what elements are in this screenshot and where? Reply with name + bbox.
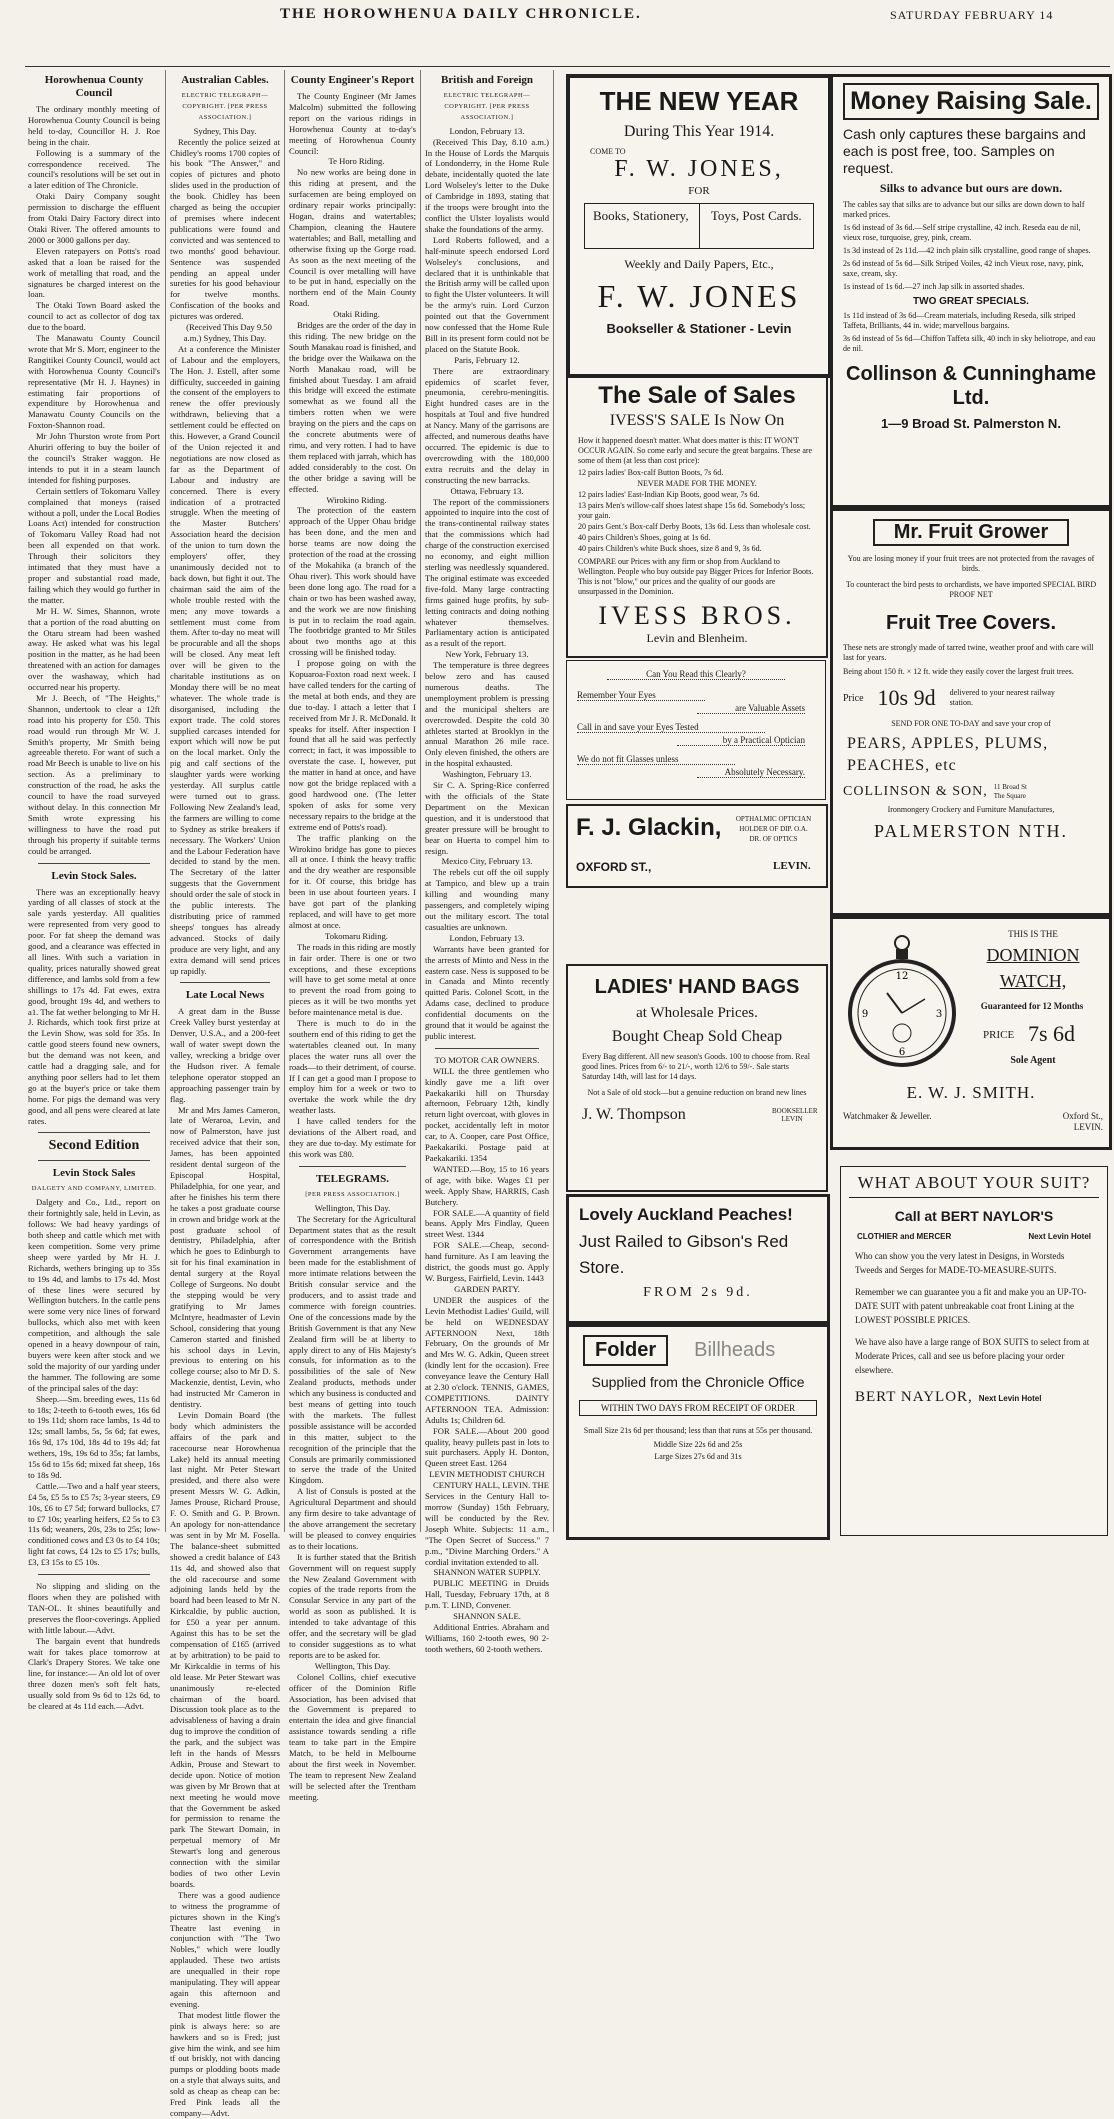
credential-line: OPTHALMIC OPTICIAN — [735, 815, 812, 823]
advert-headline: Money Raising Sale. — [843, 83, 1099, 120]
dateline: (Received This Day 9.50 a.m.) Sydney, This Day. — [183, 322, 272, 343]
article-paragraph: Recently the police seized at Chidley's rooms 1700 copies of his book "The Answer," and copies of pictures and photo slides used in the production of the book. Chidley has been charged as being the occupier of premises where indecent publications were found and convicted and was sentenced to two months' good behaviour. Sentence was suspended pending an appeal under sureties for his good behaviour for twelve months. Confiscation of the books and pictures was ordered. — [170, 136, 280, 322]
advert-hand-bags — [566, 964, 828, 1192]
article-paragraph: The County Engineer (Mr James Malcolm) submitted the following report on the various ridings in Horowhenua County at to-day's meeting of Horowhenua County Council: — [289, 91, 416, 156]
price-line: 12 pairs ladies' East-Indian Kip Boots, good wear, 7s 6d. — [578, 490, 760, 499]
price-line: 1s 11d instead of 3s 6d—Cream materials, including Reseda, silk striped Taffeta, Brilliants, 44 in. wide; marvellous bargains. — [843, 311, 1076, 330]
firm-row — [843, 783, 1099, 801]
article-paragraph: There are extraordinary epidemics of scarlet fever, pneumonia, cerebro-meningitis. Eight hundred cases are in the hospitals at Toul and five hundred at Nancy. Many of the garrisons are affected, and numerous deaths have occurred. The epidemic is due to overcrowding with the 180,000 extra recruits and the delay in constructing the new barracks. — [425, 365, 549, 485]
article-paragraph: Sheep.—Sm. breeding ewes, 11s 6d to 18s; 2-teeth to 6-tooth ewes, 16s 6d to 19s 11d; shorn race lambs, 1s 4d to 12s; small lambs, 5s, 5s 6d; fat ewes, 16s 9d, 17s 10d, 18s 4d to 19s 4d; fat wethers, 19s, 19s 6d to 35s; fat lambs, 15s 6d to 15s 6d; mixed fat sheep, 16s to 18s 9d. — [28, 1393, 160, 1480]
advert-text: The cables say that silks are to advance but our silks are down down to half marked prices. — [843, 200, 1085, 219]
advert-text: We have also have a large range of BOX SUITS to select from at Moderate Prices, call and see us before placing your order elsewhere. — [855, 1337, 1090, 1375]
article-paragraph: The roads in this riding are mostly in fair order. There is one or two exceptions, and these exceptions will have to get some metal at once to prevent the road from going to pieces as it will be two months yet before maintenance metal is due. — [289, 941, 416, 1018]
advert-text: Can You Read this Clearly? — [607, 669, 785, 680]
credential-line: HOLDER OF DIP. O.A. — [739, 825, 808, 833]
article-paragraph: Colonel Collins, chief executive officer of the Dominion Rifle Association, has been advised that the Government is prepared to entertain the idea and give financial assistance towards sending a rifle team to take part in the Empire Match, to be held in Melbourne about the first week in November. The team to represent New Zealand will be selected after the Trentham meeting. — [289, 1671, 416, 1802]
price-row — [843, 685, 1099, 711]
advert-headline: THE NEW YEAR — [599, 86, 799, 116]
advert-town: LEVIN. — [773, 860, 811, 872]
classified-ad: FOR SALE.—A quantity of field beans. Apply Mrs Findlay, Queen street West. 1344 — [425, 1207, 549, 1240]
classified-ad: FOR SALE.—About 200 good quality, heavy pullets past in lots to suit purchasers. Apply H. Donton, Queen street East. 1264 — [425, 1425, 549, 1469]
price-line: 1s 3d instead of 2s 11d.—42 inch plain silk crystalline, good range of shapes. — [843, 246, 1091, 255]
dateline: Sydney, This Day. — [193, 125, 257, 136]
advert-address: Oxford St., LEVIN. — [1062, 1111, 1103, 1132]
classified-ad: WANTED.—Boy, 15 to 16 years of age, with bike. Wages £1 per week. Apply Shaw, HARRIS, Cash Butchery. — [425, 1163, 549, 1207]
advert-text: WITHIN TWO DAYS FROM RECEIPT OF ORDER — [579, 1400, 817, 1416]
trade-row — [857, 1232, 1091, 1241]
advert-headline: WHAT ABOUT YOUR SUIT? — [849, 1173, 1099, 1198]
advert-address: Watchmaker & Jeweller. — [843, 1111, 932, 1121]
svg-text:6: 6 — [898, 1047, 906, 1058]
article-paragraph: The Secretary for the Agricultural Department states that as the result of correspondence with the British Government arrangements have been made for the establishment of more intimate relations between the British consular service and the producers, and to assist trade and commerce with foreign countries. One of the concessions made by the British Government is that any New Zealand firm will be at liberty to apply direct to any of His Majesty's consuls, for information as to the possibilities of the sale of New Zealand products, methods under which any business is conducted and best means of getting into touch with the markets. The fullest possible assistance will be accorded in this matter, subject to the recognition of the principle that the Consuls are primarily commissioned to serve the trade of the United Kingdom. — [289, 1213, 416, 1486]
classified-ad: PUBLIC MEETING in Druids Hall, Tuesday, February 17th, at 8 p.m. T. LIND, Convener. — [425, 1578, 549, 1611]
price-label: Price — [843, 692, 864, 704]
price-line: 20 pairs Gent.'s Box-calf Derby Boots, 13s 6d. Less than wholesale cost. — [578, 522, 811, 531]
advert-name: F. W. JONES — [597, 278, 801, 314]
article-paragraph: Eleven ratepayers on Potts's road asked that a loan be raised for the work of metalling that road, and the signatures be charged interest on the loan. — [28, 245, 160, 300]
pocket-watch-icon — [847, 933, 957, 1083]
advert-text: by a Practical Optician — [677, 735, 805, 746]
price-note: delivered to your nearest railway station. — [949, 688, 1055, 707]
advert-text: Ironmongery Crockery and Furniture Manufactures, — [887, 805, 1055, 814]
advert-name: BERT NAYLOR, — [855, 1389, 973, 1405]
price-line: 1s instead of 1s 6d.—27 inch Jap silk in assorted shades. — [843, 282, 1025, 291]
advert-subheadline: IVESS'S SALE Is Now On — [609, 412, 785, 429]
products-box — [584, 203, 814, 249]
price-line: 12 pairs ladies' Box-calf Button Boots, 7s 6d. — [578, 468, 724, 477]
advert-headline: Folder — [583, 1335, 668, 1366]
advert-paragraph: That modest little flower the pink is always here: so are hawkers and so is Fred; just give him the wink, and see him tf out briskly, not with dancing pumps or plodding boots made on a style that always suits, and sold as cheap as cheap can be: Fred Pink leads all the company—Advt. — [170, 2009, 280, 2118]
section-label: Te Horo Riding. — [328, 156, 385, 167]
article-subheading: ELECTRIC TELEGRAPH—COPYRIGHT. [PER PRESS ASSOCIATION.] — [443, 92, 531, 121]
address-line: The Square — [993, 792, 1026, 800]
classified-heading: TO MOTOR CAR OWNERS. — [434, 1054, 540, 1065]
article-paragraph: There was a good audience to witness the programme of pictures shown in the King's Theatre last evening in conjunction with "The Two Nobles," which were loudly applauded. These two artists are unequalled in their rope manipulating. They will appear again this afternoon and evening. — [170, 1889, 280, 2009]
advert-eye-test — [566, 660, 826, 800]
advert-price: FROM 2s 9d. — [643, 1285, 753, 1300]
article-paragraph: A list of Consuls is posted at the Agricultural Department and should any firm desire to take advantage of the above arrangement the secretary will be pleased to convey enquiries as to their locations. — [289, 1486, 416, 1551]
advert-folder-billheads — [566, 1324, 830, 1540]
classified-heading: SHANNON SALE. — [453, 1611, 521, 1622]
advert-subheadline: Fruit Tree Covers. — [885, 612, 1057, 634]
advert-name: J. W. Thompson — [582, 1106, 686, 1123]
advert-text: are Valuable Assets — [697, 703, 805, 714]
advert-subheadline: Guaranteed for 12 Months — [980, 1001, 1084, 1011]
advert-text: Absolutely Necessary. — [697, 767, 805, 778]
column-rule — [553, 70, 554, 1532]
article-paragraph: No new works are being done in this riding at present, and the surfacemen are being employed on ordinary repair works principally: Hogan, drains and watertables; Champion, cleaning the Hautere watertables; and Ball, metalling and otherwise fixing up the Gorge road. As soon as the next meeting of the Council is over metalling will have to be put in hand, especially on the northern end of the Main County Road. — [289, 167, 416, 309]
price-line: Small Size 21s 6d per thousand; less than that runs at 55s per thousand. — [583, 1426, 813, 1435]
advert-text: THIS IS THE — [1008, 929, 1058, 939]
advert-new-year — [566, 74, 832, 378]
advert-headline: Lovely Auckland Peaches! — [579, 1205, 793, 1224]
divider — [38, 1574, 150, 1575]
dateline: Wellington, This Day. — [314, 1202, 391, 1213]
advert-headline: Billheads — [694, 1339, 776, 1361]
advert-subheadline: at Wholesale Prices. — [636, 1005, 758, 1021]
advert-subheadline: Call at BERT NAYLOR'S — [894, 1208, 1054, 1224]
section-label: Wirokino Riding. — [326, 494, 387, 505]
article-paragraph: Warrants have been granted for the arrests of Minto and Ness in the eastern case. Ness is supposed to be in Canada and Minto recently quitted Paris. Colonel Scott, in the Adams case, declined to produce confidential documents on the ground that it would be against the public interest. — [425, 943, 549, 1041]
advert-paragraph: The bargain event that hundreds wait for takes place tomorrow at Clark's Drapery Stores. We take one line, for instance:— An old lot of over three dozen men's soft felt hats, usually sold from 9s 6d to 12s 6d, to be cleared at 4s 11d each.—Advt. — [28, 1635, 160, 1712]
advert-name: COLLINSON & SON, — [843, 784, 988, 799]
advert-text: Sole Agent — [1010, 1055, 1056, 1066]
dateline: London, February 13. — [449, 932, 525, 943]
advert-dominion-watch — [830, 916, 1112, 1150]
article-paragraph: Sir C. A. Spring-Rice conferred with the officials of the State Department on the Mexican question, and it is understood that greater pressure will be brought to bear on Huerta to compel him to resign. — [425, 780, 549, 856]
advert-footer: Levin and Blenheim. — [646, 631, 748, 645]
advert-bert-naylor-suits — [840, 1166, 1108, 1536]
article-paragraph: The Manawatu County Council wrote that Mr S. Morr, engineer to the Rangitikei County Council, would act with Horowhenua County Council's representative (Mr H. J. Haynes) in estimating fair proportions of expenditure by Horowhenua and Manawatu County Councils on the Foxton-Shannon road. — [28, 333, 160, 431]
advert-subheadline: Supplied from the Chronicle Office — [591, 1374, 805, 1390]
article-heading: Australian Cables. — [181, 74, 269, 86]
article-paragraph: I have called tenders for the deviations of the Albert road, and they are due to-day. My estimate for this work was £80. — [289, 1116, 416, 1159]
article-paragraph: Certain settlers of Tokomaru Valley complained that moneys (raised without a poll, under the Local Bodies Loans Act) intended for construction of Tokomaru Valley Road had not been all expended on that work. Through their solicitors they intimated that they must have a proper and substantial road made, failing which they would go further in the matter. — [28, 485, 160, 605]
advert-text: To counteract the bird pests to orchardists, we have imported SPECIAL BIRD PROOF NET — [845, 580, 1097, 599]
advert-glackin — [566, 804, 828, 888]
article-heading: County Engineer's Report — [290, 74, 415, 86]
issue-date: SATURDAY FEBRUARY 14 — [890, 8, 1054, 22]
masthead — [280, 6, 1100, 32]
firm-row — [582, 1106, 818, 1124]
classified-heading: GARDEN PARTY. — [454, 1283, 520, 1294]
masthead-rule — [25, 66, 1110, 67]
article-paragraph: The temperature is three degrees below zero and has caused numerous deaths. The unemployment problem is pressing and the municipal shelters are overcrowded. Despite the cold 30 athletes started at Brooklyn in the annual Marathon 26 mile race. Only eleven finished, the others are in the hospital exhausted. — [425, 660, 549, 769]
advert-headline: DOMINION — [986, 945, 1080, 965]
price-value: 7s 6d — [1028, 1021, 1076, 1046]
price-label: PRICE — [983, 1029, 1015, 1041]
classified-ad: Additional Entries. Abraham and Williams, 160 2-tooth ewes, 90 2-tooth wethers, 60 2-tooth wethers. — [425, 1621, 549, 1654]
price-line: Middle Size 22s 6d and 25s — [653, 1440, 743, 1449]
classified-heading: LEVIN METHODIST CHURCH — [429, 1469, 545, 1480]
section-label: Otaki Riding. — [333, 309, 380, 320]
column-4 — [425, 72, 549, 1654]
article-paragraph: It is further stated that the British Government will on request supply the New Zealand Government with copies of the trade reports from the Consular Service in any part of the world as soon as published. It is intended to take advantage of this offer, and the secretary will be glad to consider suggestions as to what reports are to be asked for. — [289, 1551, 416, 1660]
price-line: NEVER MADE FOR THE MONEY. — [637, 479, 757, 488]
article-subheading: [PER PRESS ASSOCIATION.] — [305, 1190, 400, 1198]
advert-text: FOR — [688, 185, 710, 197]
dateline: Wellington, This Day. — [314, 1660, 391, 1671]
advert-name: E. W. J. SMITH. — [906, 1083, 1036, 1102]
article-paragraph: Mr H. W. Simes, Shannon, wrote that a portion of the road abutting on the Otaru stream had been washed away. He asked what was his legal position in the matter, as he had been threatened with an action for damages over the washaway, which had occurred near his property. — [28, 605, 160, 693]
advert-text: Remember Your Eyes — [577, 690, 705, 701]
advert-text: Call in and save your Eyes Tested — [577, 722, 765, 733]
advert-lead: Cash only captures these bargains and each is post free, too. Samples on request. — [843, 126, 1086, 176]
advert-text: Remember we can guarantee you a fit and make you an UP-TO-DATE SUIT with patent unbreakable coat front Lining at the LOWEST POSSIBLE PRICES. — [855, 1287, 1087, 1325]
advert-subheadline: Silks to advance but ours are down. — [879, 181, 1063, 195]
article-paragraph: I propose going on with the Kopuaroa-Foxton road next week. I have called tenders for the carting of the metal at both ends, and they are due to-day. I attach a letter that I received from Mr J. R. McDonald. It speaks for itself. After inspection I found that all he said was perfectly correct; in fact, it was impossible to overstate the case. I, however, put the matter in hand at once, and have now got the bridge replaced with a good hardwood one. (The letter spoken of asks for some very necessary repairs to the bridge at the extreme end of Potts's road). — [289, 658, 416, 832]
article-paragraph: Mr John Thurston wrote from Port Ahuriri offering to buy the boiler of the council's Straker waggon. He intends to put it in a steam launch intended for fishing purposes. — [28, 431, 160, 485]
classified-heading: SHANNON WATER SUPPLY. — [433, 1567, 541, 1578]
article-paragraph: There was an exceptionally heavy yarding of all classes of stock at the sale yards yesterday. All qualities were represented from very good to poor. For fat sheep the demand was good, and a clearance was effected in all lines. With such a variation in quality, prices naturally showed great difference, and lambs sold from a few shillings to 17s 4d. Fat ewes, extra good, brought 19s 4d, and wethers to a1. The fat wether belonging to Mr H. J. Richards, which took first prize at the Levin Show, was sold for 35s. In cattle good steers found new owners, but the demand was not keen, and cattle had a dragging sale, and for anything poor sellers had to let them go at the buyer's price or take them home. For pigs the demand was very good, and all pens were cleared at late rates. — [28, 886, 160, 1126]
advert-text: Weekly and Daily Papers, Etc., — [624, 257, 774, 271]
article-paragraph: Mr and Mrs James Cameron, late of Weraroa, Levin, and now of Palmerston, have just received advice that their son, James, has been appointed resident dental surgeon of the Episcopal Hospital, Philadelphia, for one year, and after he finishes his term there he takes a post graduate course in crown and bridge work at the post graduate school of dentistry, Philadelphia, after which he goes to Edinburgh to sit for his final examination in dental surgery at the Royal College of Surgeons. No doubt the stepping would be very gratifying to Mr James McIntyre, headmaster of Levin School, considering that young Cameron started and finished his school days in Levin, previous to entering on his college course; also to Mr D. S. Mackenzie, dentist, Levin, who had instructed Mr Cameron in dentistry. — [170, 1104, 280, 1410]
footer-row — [855, 1389, 1093, 1406]
price-value: 10s 9d — [877, 685, 936, 710]
optician-credentials — [726, 814, 821, 844]
classified-ad: CENTURY HALL, LEVIN. THE Services in the Century Hall to-morrow (Sunday) 15th February, will be conducted by the Rev. Joseph White. Subjects: 11 a.m., "The Open Secret of Success." 7 p.m., "Divine Marching Orders." A cordial invitation extended to all. — [425, 1480, 549, 1567]
article-heading: Late Local News — [185, 989, 265, 1002]
article-paragraph: The Otaki Town Board asked the council to act as collector of dog tax due to the board. — [28, 300, 160, 333]
dateline: New York, February 13. — [445, 649, 529, 660]
advert-text: Every Bag different. All new season's Goods. 100 to choose from. Real good lines. Prices from 6/- to 21/-, worth 12/6 to 59/-. Sale starts Saturday 14th, will last for 14 days. — [582, 1052, 810, 1081]
article-heading: Horowhenua County Council — [44, 74, 144, 99]
column-rule — [420, 70, 421, 1532]
column-3 — [289, 72, 416, 1802]
advert-auckland-peaches — [566, 1194, 830, 1324]
article-paragraph: Cattle.—Two and a half year steers, £4 5s, £5 5s to £5 7s; 3-year steers, £9 10s, £6 to £7 5d; forward bullocks, £7 to £7 10s; yearling heifers, £2 5s to £3 11s 6d; weaners, 20s, 23s to 25s; low-conditioned cows and £3 0s to £4 10s; light fat cows, £4 12s to £5 17s; bulls, £3, £3 15s to £5 10s. — [28, 1480, 160, 1568]
classified-ad: WILL the three gentlemen who kindly gave me a lift over Paekakariki hill on Thursday afternoon, February 12th, kindly return light overcoat, with gloves in pocket, accidentally left in motor car, to A. Cooper, care Post Office, Paekakariki. Postage paid at Paekakariki. 1354 — [425, 1065, 549, 1163]
advert-text: Not a Sale of old stock—but a genuine reduction on brand new lines — [587, 1088, 807, 1097]
article-paragraph: The rebels cut off the oil supply at Tampico, and blew up a train killing and wounding many passengers, and completely wiping out the military escort. The total casualties are unknown. — [425, 867, 549, 932]
dateline: Ottawa, February 13. — [450, 485, 524, 496]
article-paragraph: There is much to do in the southern end of this riding to get the watertables cleaned out. In many places the water runs all over the roads—to their detriment, of course. If I can get a good man I propose to employ him for a week or two to overtake the work while the dry weather lasts. — [289, 1018, 416, 1116]
svg-text:12: 12 — [895, 971, 909, 982]
advert-text: You are losing money if your fruit trees are not protected from the ravages of birds. — [847, 554, 1095, 573]
article-paragraph: Levin Domain Board (the body which administers the affairs of the park and racecourse near Horowhenua Lake) held its annual meeting last night. Mr Peter Stewart presided, and there also were present Messrs W. G. Adkin, James Prouse, Richard Prouse, F. O. Smith and G. P. Brown. An apology for non-attendance was sent in by Mr M. Fosella. The balance-sheet submitted showed a credit balance of £43 11s 4d, and showed also that the old racecourse and some adjoining lands held by the board had been leased to Mr N. Kirkcaldie, by public auction, for £50 a year per annum. Against this has to be set the compensation of £165 (arrived at by arbitration) to be paid to Mr Kirkcaldie in terms of his old lease. Mr Peter Stewart was unanimously re-elected chairman of the board. Discussion took place as to the advisableness of having a drain dug to improve the condition of the park, and the subject was left in the hands of Messrs Adkin, Prouse and Stewart to decide upon. Notice of motion was given by Mr Brown that at next meeting he would move that the Government be asked for permission to rename the park The Stewart Domain, in perpetual memory of Mr Stewart's long and generous connection with the similar bodies of two other Levin boards. — [170, 1409, 280, 1889]
classified-ad: FOR SALE.—Cheap, second-hand furniture. As I am leaving the district, the goods must go. Apply W. Burgess, Fairfield, Levin. 1443 — [425, 1240, 549, 1283]
article-subheading: DALGETY AND COMPANY, LIMITED. — [31, 1185, 157, 1193]
classified-ad: UNDER the auspices of the Levin Methodist Ladies' Guild, will be held on WEDNESDAY AFTERNOON Next, 18th February, On the grounds of Mr and Mrs W. G. Adkin, Queen street (kindly lent for the occasion). Free conveyance leave the Century Hall at 2.30 o'clock. TENNIS, GAMES, COMPETITIONS. DAINTY AFTERNOON TEA. Admission: Adults 1s; Children 6d. — [425, 1294, 549, 1425]
divider — [38, 1132, 150, 1133]
advert-text: COMPARE our Prices with any firm or shop from Auckland to Wellington. People who buy outside pay Bigger Prices for Inferior Boots. This is not "blow," our prices and the quality of our goods are unsurpassed in the Dominion. — [578, 557, 814, 596]
article-heading: TELEGRAMS. — [315, 1172, 390, 1185]
article-paragraph: Otaki Dairy Company sought permission to discharge the effluent from Otaki Dairy Factory direct into Otaki River. The offered amounts to 2000 or 3000 gallons per day. — [28, 191, 160, 245]
credential-line: DR. OF OPTICS — [749, 835, 798, 843]
svg-text:3: 3 — [935, 1009, 943, 1020]
edition-heading: Second Edition — [48, 1138, 140, 1154]
price-line: 40 pairs Children's white Buck shoes, size 8 and 9, 3s 6d. — [578, 544, 762, 553]
advert-subheadline: Bought Cheap Sold Cheap — [611, 1028, 783, 1045]
advert-text: We do not fit Glasses unless — [577, 754, 735, 765]
article-paragraph: The traffic planking on the Wirokino bridge has gone to pieces all at once. I think the heavy traffic and the dry weather are responsible for it. Of course, this bridge has been in use about fourteen years. I have got part of the planking replaced, and will have to get more almost at once. — [289, 832, 416, 930]
advert-headline: The Sale of Sales — [598, 382, 796, 409]
divider — [38, 863, 150, 864]
advert-headline: Mr. Fruit Grower — [873, 519, 1069, 546]
advert-name: F. J. Glackin, — [576, 814, 722, 841]
price-line: 2s 6d instead of 5s 6d—Silk Striped Voiles, 42 inch Vieux rose, navy, pink, saxe, cream, sky. — [843, 259, 1084, 278]
advert-name: IVESS BROS. — [598, 601, 796, 630]
price-line: Large Sizes 27s 6d and 31s — [654, 1452, 742, 1461]
article-paragraph: At a conference the Minister of Labour and the employers, The Hon. J. Estell, after some difficulty, succeeded in gaining the consent of the employers to renew the offer previously withdrawn, believing that a settlement could be effected on this. However, a Grand Council of the Union rejected it and negotiations are now closed as far as the Department of Labour and industry are concerned. There is every indication of a protracted struggle. When the meeting of the Master Butchers' Association heard the decision of the union to turn down the employers' offer, they unanimously decided not to back down, but fight it out. The chairman said the aim of the whole trouble rested with the men; any move towards a settlement must come from them. After to-day no meat will be procurable and all the shops will be closed. Any meat left over will be given to the charitable institutions as on Monday there will be no meat whatever. The whole trade is disorganised, including the export trade. The cold stores supplied carcases intended for export which will now be put on the local market. Only the pig and calf sections of the slaughter yards were working yesterday. All surplus cattle were turned out to grass. Following New Zealand's lead, the farmers are willing to come to Sydney as strike breakers if necessary. The Workers' Union and the Labour Federation have decided to stand by the men. The Secretary of the latter suggests that the Government should order the sale of stock in the public interests. The distributing price of rammed sheeps' tongues has already advanced. Stocks of daily produce are very light, and any extra demand will send prices up rapidly. — [170, 343, 280, 976]
article-paragraph: The ordinary monthly meeting of Horowhenua County Council is being held to-day, Councillor H. J. Roe being in the chair. — [28, 104, 160, 147]
headline-row — [583, 1335, 813, 1366]
divider — [38, 1160, 150, 1161]
advert-money-raising-sale — [830, 74, 1112, 508]
advert-text: SEND FOR ONE TO-DAY and save your crop of — [891, 719, 1051, 728]
advert-headline: WATCH, — [999, 971, 1067, 991]
price-line: 1s 6d instead of 3s 6d.—Self stripe crystalline, 42 inch. Reseda eau de nil, vieux rose, turquoise, grey, pink, cream. — [843, 223, 1081, 242]
article-heading: Levin Stock Sales. — [51, 869, 137, 882]
price-line: 13 pairs Men's willow-calf shoes latest shape 15s 6d. Somebody's loss; your gain. — [578, 501, 806, 520]
article-paragraph: Lord Roberts followed, and a half-minute speech endorsed Lord Wolseley's conclusions, and declared that it is unthinkable that the British army will be called upon to fight the Ulster volunteers. It will be the army's ruin. Lord Curzon pointed out that the Government now confessed that the Home Rule Bill in its present form could not be placed on the Statute Book. — [425, 234, 549, 354]
advert-footer: PALMERSTON NTH. — [873, 821, 1069, 841]
column-1 — [28, 72, 160, 1712]
advert-paragraph: No slipping and sliding on the floors when they are polished with TAN-OL. It shines beautifully and preserves the floor-coverings. Applied with little labour.—Advt. — [28, 1581, 160, 1635]
dateline: Paris, February 12. — [454, 354, 520, 365]
address-line: 11 Broad St — [993, 783, 1027, 791]
products-right: Toys, Post Cards. — [710, 208, 802, 223]
newspaper-title: THE HOROWHENUA DAILY CHRONICLE. — [280, 6, 642, 22]
article-paragraph: Following is a summary of the correspondence received. The council's resolutions will be set out in a later edition of The Chronicle. — [28, 147, 160, 191]
article-paragraph: Dalgety and Co., Ltd., report on their fortnightly sale, held in Levin, as follows: We had heavy yardings of both sheep and cattle which met with keen competition. Some very prime sheep were yarded by Mr H. J. Richards, wethers bringing up to 35s to 19s 4d, and lambs to 17s 4d. Most of these lines were secured by Wellington butchers. In the cattle pens were some very nice lines of forward bullocks, which also met with keen competition, and although the sale opened in a heavy downpour of rain, buyers were keen after stock and we sold the majority of our yarding under the hammer. The following are some of the principal sales of the day: — [28, 1197, 160, 1393]
article-heading: British and Foreign — [440, 74, 534, 86]
price-line: 40 pairs Children's Shoes, going at 1s 6d. — [578, 533, 711, 542]
article-paragraph: The protection of the eastern approach of the Upper Ohau bridge has been done, and the men and horse teams are now doing the protection of the road at the crossing of the Mokahika (a branch of the Ohau river). This work should have been done long ago. The road for a chain or two has been washed away, and the work we are now finishing is put in to reclaim the road again. The footbridge granted to Mr Stiles about two months ago at this crossing will be finished today. — [289, 505, 416, 658]
article-paragraph: The report of the commissioners appointed to inquire into the cost of the trans-continental railway states that the commissions which had charge of the construction exercised no economy, and eight million sterling was needlessly squandered. The original estimate was exceeded five-fold. Many large contracting firms gained huge profits, by sub-letting contracts and doing nothing whatever themselves. Parliamentary action is anticipated as a result of the report. — [425, 496, 549, 649]
dateline: Mexico City, February 13. — [441, 856, 533, 867]
divider — [180, 982, 270, 983]
advert-footer: 1—9 Broad St. Palmerston N. — [881, 416, 1061, 431]
advert-text: COME TO — [590, 147, 626, 156]
column-rule — [165, 70, 166, 1532]
divider — [435, 1048, 539, 1049]
advert-subheadline: TWO GREAT SPECIALS. — [913, 296, 1029, 307]
advert-name: F. W. JONES, — [614, 156, 784, 182]
advert-footer: Bookseller & Stationer - Levin — [606, 321, 792, 336]
products-left: Books, Stationery, — [585, 204, 700, 248]
advert-address: OXFORD ST., — [576, 860, 652, 874]
article-subheading: ELECTRIC TELEGRAPH—COPYRIGHT. [PER PRESS ASSOCIATION.] — [181, 92, 269, 121]
article-heading: Levin Stock Sales — [52, 1167, 136, 1180]
article-paragraph: Mr J. Beech, of "The Heights," Shannon, undertook to clear a 12ft road into his property for £50. This road would run through Mr W. J. Smith's property, Mr Smith being agreeable thereto. For want of such a road Mr Beech is unable to live on his section. As a preliminary to construction of the road, he asks the council to have the road surveyed without delay. In this connection Mr Smith wrote expressing his willingness to have the road put through his property if suitable terms could be arranged. — [28, 692, 160, 856]
advert-fruit-list: PEARS, APPLES, PLUMS, PEACHES, etc — [847, 735, 1049, 774]
advert-trade: CLOTHIER and MERCER — [857, 1232, 952, 1241]
dateline: Washington, February 13. — [442, 769, 532, 780]
section-label: Tokomaru Riding. — [325, 930, 388, 941]
advert-text: Who can show you the very latest in Designs, in Worsteds Tweeds and Serges for MADE-TO-MEASURE-SUITS. — [855, 1251, 1065, 1275]
divider — [299, 1166, 406, 1167]
advert-headline: LADIES' HAND BAGS — [594, 976, 800, 998]
dateline: London, February 13. — [449, 125, 525, 136]
advert-location: Next Levin Hotel — [1028, 1232, 1091, 1241]
advert-text: These nets are strongly made of tarred twine, weather proof and with care will last for years. — [843, 643, 1094, 662]
advert-location: Next Levin Hotel — [978, 1394, 1042, 1403]
advert-subheadline: Just Railed to Gibson's Red Store. — [579, 1232, 789, 1277]
svg-text:9: 9 — [861, 1009, 869, 1020]
advert-name: Collinson & Cunninghame Ltd. — [846, 363, 1096, 409]
advert-subheadline: During This Year 1914. — [623, 123, 775, 140]
advert-address: BOOKSELLER LEVIN — [772, 1107, 818, 1123]
article-paragraph: (Received This Day, 8.10 a.m.) In the House of Lords the Marquis of Londonderry, in the Home Rule debate, incidentally quoted the late Lord Wolseley's letter to the Duke of Cambridge in 1893, stating that if the troops were brought into the conflict the Ulster loyalists would shake the foundations of the army. — [425, 136, 549, 234]
column-2 — [170, 72, 280, 2118]
advert-address — [994, 783, 1027, 801]
advert-sale-of-sales — [566, 376, 828, 658]
price-line: 3s 6d instead of 5s 6d—Chiffon Taffeta silk, 40 inch in sky heliotrope, and eau de nil. — [843, 334, 1096, 353]
article-paragraph: Bridges are the order of the day in this riding. The new bridge on the South Manakau road is finished, and the bridge over the Waikawa on the North Manakau road, will be finished about Tuesday. I am afraid this bridge will exceed the estimate somewhat as we found all the timbers rotten when we were braying on the piers and the caps on the concrete abutments were of rimu, and very rotten. I had to have them replaced with jarrah, which has added considerably to the cost. On the other bridge a saving will be effected. — [289, 320, 416, 494]
column-rule — [284, 70, 285, 1532]
advert-fruit-grower — [830, 508, 1112, 916]
advert-text: Being about 150 ft. × 12 ft. wide they easily cover the largest fruit trees. — [843, 667, 1074, 676]
article-paragraph: A great dam in the Busse Creek Valley burst yesterday at Denver, U.S.A., and a 200-feet wall of water swept down the valley, wrecking a bridge over the Hudson river. A female telephone operator stopped an approaching passenger train by flag. — [170, 1006, 280, 1104]
advert-text: How it happened doesn't matter. What does matter is this: IT WON'T OCCUR AGAIN. So come early and secure the great bargains. These are some of them (at less than cost price): — [578, 436, 813, 465]
